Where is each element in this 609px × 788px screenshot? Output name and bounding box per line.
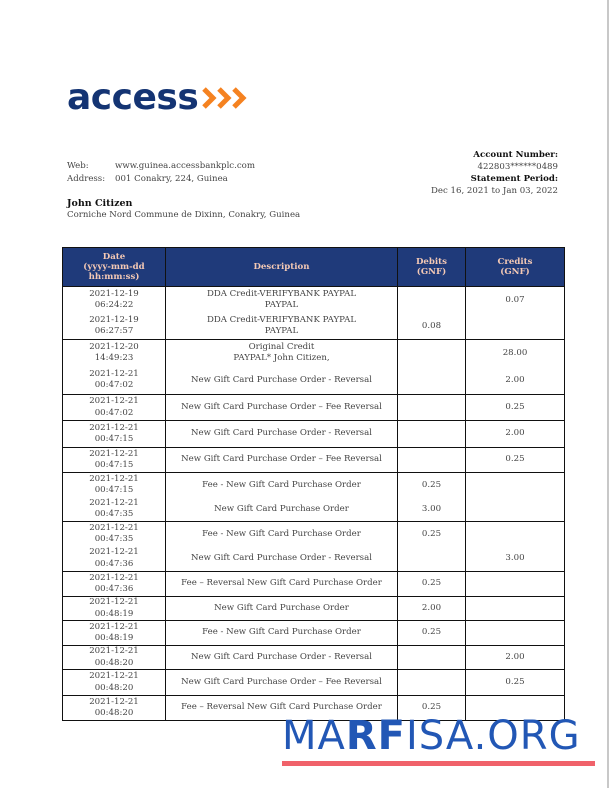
header-credits-line2: (GNF) bbox=[500, 267, 530, 277]
web-row bbox=[67, 160, 255, 173]
credit-cell: 0.25 bbox=[466, 670, 565, 696]
description-cell bbox=[166, 287, 398, 314]
debit-cell bbox=[398, 395, 466, 421]
date-value: 2021-12-21 bbox=[89, 522, 139, 533]
description-line1: Fee – Reversal New Gift Card Purchase Order bbox=[181, 702, 382, 713]
table-row bbox=[63, 395, 565, 421]
debit-cell: 3.00 bbox=[398, 498, 466, 522]
logo-wordmark: access bbox=[67, 77, 199, 118]
bank-logo bbox=[67, 78, 250, 118]
transactions-table bbox=[62, 247, 565, 721]
time-value: 00:48:19 bbox=[94, 633, 134, 643]
date-value: 2021-12-21 bbox=[89, 646, 139, 656]
debit-cell bbox=[398, 547, 466, 572]
time-value: 00:48:20 bbox=[94, 657, 134, 668]
description-line1: Fee - New Gift Card Purchase Order bbox=[202, 479, 361, 490]
header-credits-line1: Credits bbox=[497, 257, 533, 267]
table-header-row bbox=[63, 248, 565, 287]
time-value: 06:24:22 bbox=[94, 300, 134, 311]
time-value: 00:48:20 bbox=[94, 708, 134, 718]
credit-cell: 0.25 bbox=[466, 448, 565, 473]
address-label: Address: bbox=[67, 174, 106, 184]
debit-cell bbox=[398, 340, 466, 367]
credit-cell: 2.00 bbox=[466, 646, 565, 670]
debit-cell: 0.25 bbox=[398, 621, 466, 646]
table-row bbox=[63, 572, 565, 597]
time-value: 00:47:02 bbox=[94, 407, 134, 418]
date-cell bbox=[63, 340, 166, 367]
address-value: 001 Conakry, 224, Guinea bbox=[115, 174, 228, 184]
description-cell bbox=[166, 670, 398, 696]
date-cell bbox=[63, 522, 166, 547]
date-cell bbox=[63, 395, 166, 421]
description-line1: New Gift Card Purchase Order – Fee Reversal bbox=[181, 454, 382, 465]
time-value: 14:49:23 bbox=[94, 353, 134, 364]
header-debits bbox=[398, 248, 466, 287]
table-row bbox=[63, 621, 565, 646]
credit-cell: 3.00 bbox=[466, 547, 565, 572]
table-row bbox=[63, 597, 565, 621]
date-value: 2021-12-21 bbox=[89, 572, 139, 583]
credit-cell: 0.07 bbox=[466, 287, 565, 314]
description-line2: PAYPAL* John Citizen, bbox=[233, 353, 330, 364]
description-line1: Fee - New Gift Card Purchase Order bbox=[202, 528, 361, 539]
debit-cell bbox=[398, 670, 466, 696]
header-description: Description bbox=[166, 248, 398, 287]
account-number-label: Account Number: bbox=[473, 150, 558, 160]
description-cell bbox=[166, 522, 398, 547]
description-line1: DDA Credit-VERIFYBANK PAYPAL bbox=[206, 288, 357, 299]
debit-cell bbox=[398, 421, 466, 448]
debit-cell: 0.25 bbox=[398, 572, 466, 597]
date-cell bbox=[63, 621, 166, 646]
date-cell bbox=[63, 367, 166, 395]
header-date-line2: (yyyy-mm-dd bbox=[83, 262, 145, 272]
time-value: 00:47:02 bbox=[94, 380, 134, 391]
table-row bbox=[63, 314, 565, 340]
header-date-line3: hh:mm:ss) bbox=[88, 272, 140, 282]
debit-cell: 0.25 bbox=[398, 696, 466, 721]
date-cell bbox=[63, 448, 166, 473]
date-cell bbox=[63, 473, 166, 498]
address-row bbox=[67, 173, 255, 186]
time-value: 00:48:20 bbox=[94, 682, 134, 693]
account-info bbox=[431, 149, 558, 197]
table-row bbox=[63, 287, 565, 314]
description-line1: New Gift Card Purchase Order bbox=[214, 503, 349, 514]
credit-cell: 0.25 bbox=[466, 395, 565, 421]
date-cell bbox=[63, 572, 166, 597]
credit-cell: 28.00 bbox=[466, 340, 565, 367]
date-value: 2021-12-21 bbox=[89, 396, 139, 406]
description-line1: DDA Credit-VERIFYBANK PAYPAL bbox=[206, 314, 357, 325]
time-value: 00:47:15 bbox=[94, 460, 134, 470]
date-cell bbox=[63, 646, 166, 670]
description-cell bbox=[166, 646, 398, 670]
description-line1: New Gift Card Purchase Order - Reversal bbox=[191, 553, 372, 563]
date-value: 2021-12-21 bbox=[89, 448, 139, 459]
customer-name: John Citizen bbox=[67, 198, 133, 209]
date-value: 2021-12-21 bbox=[89, 671, 139, 681]
credit-cell bbox=[466, 522, 565, 547]
description-cell bbox=[166, 421, 398, 448]
date-value: 2021-12-21 bbox=[89, 547, 139, 558]
date-value: 2021-12-21 bbox=[89, 422, 139, 433]
table-row bbox=[63, 473, 565, 498]
date-value: 2021-12-19 bbox=[89, 288, 139, 299]
credit-cell bbox=[466, 314, 565, 340]
description-cell bbox=[166, 448, 398, 473]
table-row bbox=[63, 448, 565, 473]
credit-cell: 2.00 bbox=[466, 421, 565, 448]
date-value: 2021-12-21 bbox=[89, 497, 139, 508]
debit-cell: 2.00 bbox=[398, 597, 466, 621]
date-cell bbox=[63, 314, 166, 340]
date-cell bbox=[63, 547, 166, 572]
date-value: 2021-12-21 bbox=[89, 696, 139, 707]
description-line1: Fee - New Gift Card Purchase Order bbox=[202, 627, 361, 638]
description-line1: Original Credit bbox=[248, 341, 315, 352]
header-date-line1: Date bbox=[102, 252, 126, 262]
table-row bbox=[63, 367, 565, 395]
time-value: 06:27:57 bbox=[94, 326, 134, 337]
statement-period-label: Statement Period: bbox=[470, 174, 558, 184]
customer-address: Corniche Nord Commune de Dixinn, Conakry, Guinea bbox=[67, 210, 301, 220]
watermark-underline bbox=[282, 761, 595, 766]
date-cell bbox=[63, 597, 166, 621]
date-value: 2021-12-20 bbox=[89, 341, 139, 352]
description-cell bbox=[166, 314, 398, 340]
date-value: 2021-12-21 bbox=[89, 597, 139, 607]
description-line1: New Gift Card Purchase Order - Reversal bbox=[191, 428, 372, 439]
credit-cell: 2.00 bbox=[466, 367, 565, 395]
account-number-value: 422803******0489 bbox=[477, 162, 558, 172]
description-line1: New Gift Card Purchase Order - Reversal bbox=[191, 374, 372, 385]
credit-cell bbox=[466, 473, 565, 498]
debit-cell bbox=[398, 448, 466, 473]
header-debits-line1: Debits bbox=[415, 257, 447, 267]
date-cell bbox=[63, 670, 166, 696]
description-cell bbox=[166, 395, 398, 421]
triple-chevron-icon bbox=[202, 86, 250, 110]
description-cell bbox=[166, 572, 398, 597]
header-credits bbox=[466, 248, 565, 287]
time-value: 00:47:15 bbox=[94, 485, 134, 496]
date-value: 2021-12-21 bbox=[89, 473, 139, 484]
time-value: 00:47:36 bbox=[94, 558, 134, 569]
date-value: 2021-12-19 bbox=[89, 314, 139, 325]
debit-cell: 0.25 bbox=[398, 522, 466, 547]
credit-cell bbox=[466, 597, 565, 621]
description-line1: Fee – Reversal New Gift Card Purchase Order bbox=[181, 578, 382, 589]
debit-cell bbox=[398, 287, 466, 314]
description-cell bbox=[166, 340, 398, 367]
debit-cell bbox=[398, 646, 466, 670]
credit-cell bbox=[466, 621, 565, 646]
watermark-part3: ISA.ORG bbox=[406, 713, 581, 759]
description-cell bbox=[166, 547, 398, 572]
bank-contact-info bbox=[67, 160, 255, 186]
time-value: 00:47:35 bbox=[94, 509, 134, 520]
web-label: Web: bbox=[67, 161, 89, 171]
credit-cell bbox=[466, 498, 565, 522]
date-cell bbox=[63, 421, 166, 448]
credit-cell bbox=[466, 572, 565, 597]
date-cell bbox=[63, 287, 166, 314]
time-value: 00:47:15 bbox=[94, 434, 134, 444]
debit-cell bbox=[398, 367, 466, 395]
time-value: 00:47:36 bbox=[94, 584, 134, 594]
description-cell bbox=[166, 473, 398, 498]
date-cell bbox=[63, 498, 166, 522]
table-row bbox=[63, 498, 565, 522]
time-value: 00:47:35 bbox=[94, 534, 134, 545]
watermark-text bbox=[282, 714, 595, 758]
description-line1: New Gift Card Purchase Order - Reversal bbox=[191, 651, 372, 662]
table-row bbox=[63, 547, 565, 572]
date-value: 2021-12-21 bbox=[89, 621, 139, 632]
description-cell bbox=[166, 498, 398, 522]
web-value: www.guinea.accessbankplc.com bbox=[115, 161, 255, 171]
table-row bbox=[63, 340, 565, 367]
description-line2: PAYPAL bbox=[264, 300, 299, 311]
description-cell bbox=[166, 597, 398, 621]
description-line1: New Gift Card Purchase Order bbox=[214, 602, 349, 613]
description-cell bbox=[166, 367, 398, 395]
description-cell bbox=[166, 621, 398, 646]
watermark-part1: MA bbox=[282, 713, 346, 759]
table-row bbox=[63, 646, 565, 670]
marfisa-watermark bbox=[282, 714, 595, 766]
table-row bbox=[63, 522, 565, 547]
date-cell bbox=[63, 696, 166, 721]
header-date bbox=[63, 248, 166, 287]
debit-cell: 0.08 bbox=[398, 314, 466, 340]
table-row bbox=[63, 670, 565, 696]
description-line1: New Gift Card Purchase Order – Fee Reversal bbox=[181, 676, 382, 687]
watermark-part2: RF bbox=[345, 713, 406, 759]
date-value: 2021-12-21 bbox=[89, 368, 139, 379]
debit-cell: 0.25 bbox=[398, 473, 466, 498]
statement-period-value: Dec 16, 2021 to Jan 03, 2022 bbox=[431, 186, 558, 196]
time-value: 00:48:19 bbox=[94, 608, 134, 619]
table-row bbox=[63, 421, 565, 448]
description-line2: PAYPAL bbox=[264, 326, 299, 337]
header-debits-line2: (GNF) bbox=[416, 267, 447, 277]
description-line1: New Gift Card Purchase Order – Fee Reversal bbox=[181, 401, 382, 412]
